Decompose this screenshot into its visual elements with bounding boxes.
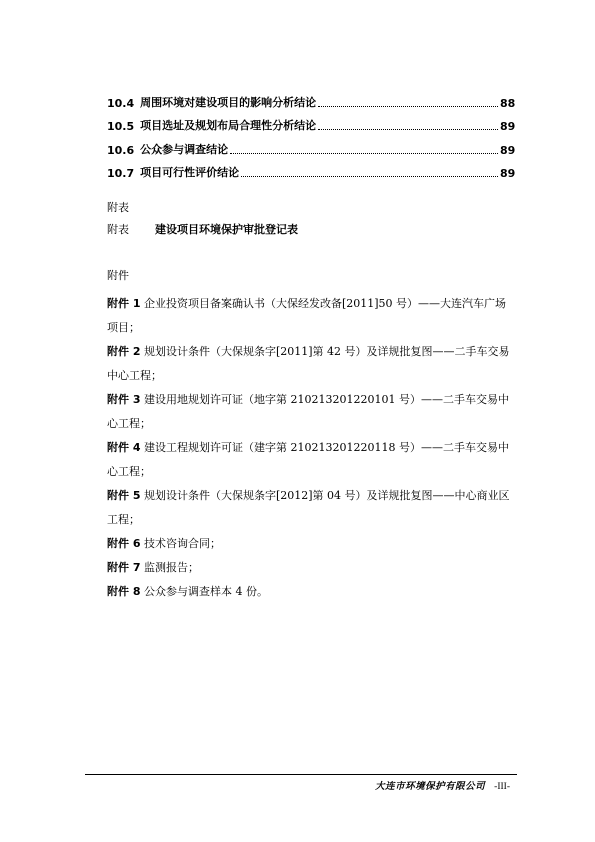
toc-entry-page: 89 [500, 167, 516, 180]
toc-entry[interactable] [107, 110, 514, 134]
appendix-table-title: 建设项目环境保护审批登记表 [155, 223, 298, 236]
attachment-item [107, 292, 517, 340]
attachment-item [107, 580, 517, 604]
attachment-text: 建设工程规划许可证（建字第 210213201220118 号）——二手车交易中心工程； [107, 441, 509, 478]
attachment-item [107, 388, 517, 436]
appendix-tables-heading: 附表 [107, 201, 129, 214]
toc-entry[interactable] [107, 133, 514, 157]
attachment-text: 技术咨询合同； [143, 537, 221, 550]
toc-entry-title: 周围环境对建设项目的影响分析结论 [140, 95, 317, 109]
page-footer [375, 778, 510, 792]
attachment-label: 附件 8 [107, 585, 141, 598]
attachment-label: 附件 5 [107, 489, 141, 502]
attachment-text: 规划设计条件（大保规条字[2011]第 42 号）及详规批复图——二手车交易中心工程； [107, 345, 510, 382]
toc-entry-number: 10.6 [107, 143, 135, 157]
attachment-label: 附件 4 [107, 441, 141, 454]
attachment-item [107, 532, 517, 556]
appendix-table-label: 附表 [107, 223, 129, 236]
attachment-label: 附件 3 [107, 393, 141, 406]
attachment-label: 附件 1 [107, 297, 141, 310]
toc-entry-title: 项目选址及规划布局合理性分析结论 [140, 119, 317, 132]
attachment-item [107, 436, 517, 484]
toc-entry-title: 项目可行性评价结论 [140, 166, 240, 179]
attachment-item [107, 340, 517, 388]
attachment-item [107, 484, 517, 532]
attachment-text: 规划设计条件（大保规条字[2012]第 04 号）及详规批复图——中心商业区工程； [107, 489, 510, 526]
toc-entry-number: 10.5 [107, 120, 135, 133]
table-of-contents [107, 86, 514, 180]
toc-entry[interactable] [107, 157, 514, 181]
toc-leader-dots [318, 106, 498, 107]
attachment-text: 建设用地规划许可证（地字第 210213201220101 号）——二手车交易中心工程； [107, 393, 509, 430]
footer-company-name: 大连市环境保护有限公司 [375, 781, 486, 792]
toc-entry-page: 88 [500, 96, 516, 110]
footer-divider [85, 774, 517, 775]
toc-entry-page: 89 [500, 143, 516, 157]
attachments-heading: 附件 [107, 269, 129, 282]
attachment-text: 监测报告； [143, 561, 199, 574]
attachment-text: 公众参与调查样本 4 份。 [143, 585, 268, 598]
toc-entry[interactable] [107, 86, 514, 110]
toc-entry-number: 10.7 [107, 167, 135, 180]
attachment-label: 附件 7 [107, 561, 141, 574]
attachment-text: 企业投资项目备案确认书（大保经发改备[2011]50 号）——大连汽车广场项目； [107, 297, 507, 334]
attachment-label: 附件 2 [107, 345, 141, 358]
toc-leader-dots [241, 176, 498, 177]
attachment-item [107, 556, 517, 580]
toc-leader-dots [230, 153, 498, 154]
toc-entry-number: 10.4 [107, 96, 135, 110]
toc-leader-dots [318, 129, 498, 130]
attachment-label: 附件 6 [107, 537, 141, 550]
toc-entry-page: 89 [500, 120, 516, 133]
appendix-table-item [107, 222, 298, 238]
attachments-list [107, 292, 517, 604]
footer-page-number: -III- [494, 782, 510, 792]
toc-entry-title: 公众参与调查结论 [140, 142, 229, 156]
